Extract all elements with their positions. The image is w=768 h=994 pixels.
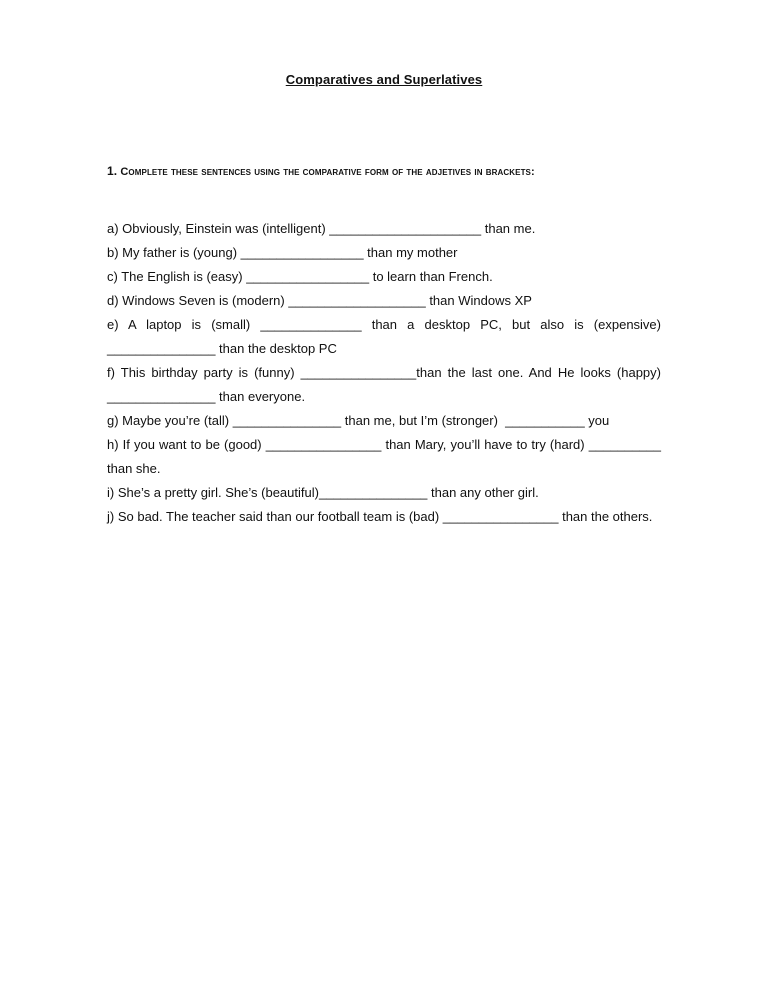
exercise-item-g: g) Maybe you’re (tall) _______________ than me, but I’m (stronger) ___________ you — [107, 413, 610, 428]
exercise-item-d: d) Windows Seven is (modern) ___________________ than Windows XP — [107, 293, 532, 308]
exercise-item-j: j) So bad. The teacher said than our football team is (bad) ________________ than the others. — [107, 509, 653, 524]
exercise-instruction — [107, 164, 667, 178]
exercise-item-f: f) This birthday party is (funny) ________________than the last one. And He looks (happy) _______________ than everyone. — [107, 365, 665, 404]
instruction-text: Complete these sentences using the comparative form of the adjetives in brackets: — [120, 166, 535, 178]
page-title: Comparatives and Superlatives — [285, 72, 483, 87]
exercise-item-c: c) The English is (easy) _________________ to learn than French. — [107, 269, 493, 284]
exercise-item-h: h) If you want to be (good) ________________ than Mary, you’ll have to try (hard) __________ than she. — [107, 437, 665, 476]
exercise-item-a: a) Obviously, Einstein was (intelligent) _____________________ than me. — [107, 221, 536, 236]
exercise-number: 1. — [107, 164, 118, 178]
exercise-item-b: b) My father is (young) _________________ than my mother — [107, 245, 458, 260]
exercise-list — [107, 217, 665, 529]
exercise-item-i: i) She’s a pretty girl. She’s (beautiful)_______________ than any other girl. — [107, 485, 539, 500]
exercise-item-e: e) A laptop is (small) ______________ than a desktop PC, but also is (expensive) _______________ than the desktop PC — [107, 317, 665, 356]
